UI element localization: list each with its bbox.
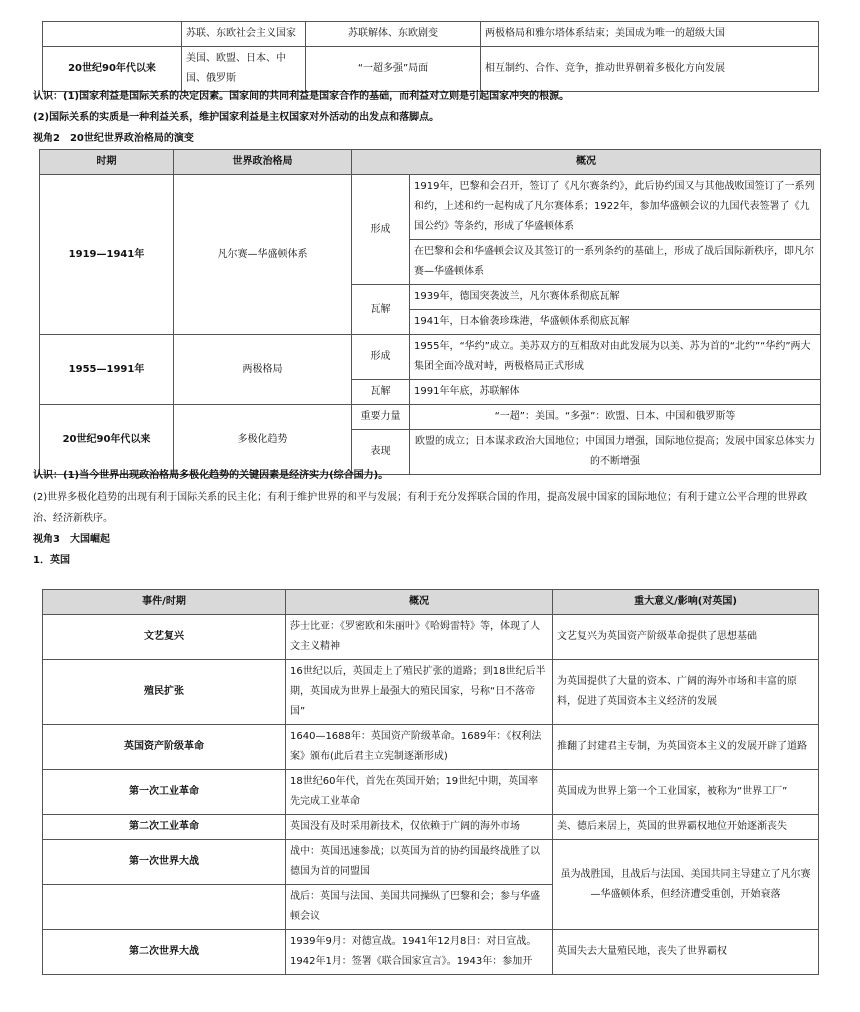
- cell-detail: 欧盟的成立；日本谋求政治大国地位；中国国力增强，国际地位提高；发展中国家总体实力的不断增强: [410, 430, 821, 475]
- cell-stage: 瓦解: [352, 285, 410, 335]
- cell-desc: 18世纪60年代，首先在英国开始；19世纪中期，英国率先完成工业革命: [286, 770, 553, 815]
- col-header-desc: 概况: [286, 590, 553, 615]
- cell-desc: 战中：英国迅速参战；以英国为首的协约国最终战胜了以德国为首的同盟国: [286, 840, 553, 885]
- cell-countries: 苏联、东欧社会主义国家: [182, 22, 306, 47]
- cell-detail: 1991年年底，苏联解体: [410, 380, 821, 405]
- table-row: [43, 840, 819, 885]
- recognition2-line-2: (2)世界多极化趋势的出现有利于国际关系的民主化；有利于维护世界的和平与发展；有利于充分发挥联合国的作用，提高发展中国家的国际地位；有利于建立公平合理的世界政治、经济新秩序。: [33, 492, 808, 524]
- cell-detail: “一超”：美国。“多强”：欧盟、日本、中国和俄罗斯等: [410, 405, 821, 430]
- table-row: [43, 660, 819, 725]
- cell-event: 第一次工业革命: [43, 770, 286, 815]
- cell-detail: 1941年，日本偷袭珍珠港，华盛顿体系彻底瓦解: [410, 310, 821, 335]
- table-britain: [42, 589, 819, 975]
- cell-event: 殖民扩张: [43, 660, 286, 725]
- cell-event: 英国资产阶级革命: [43, 725, 286, 770]
- cell-detail: 在巴黎和会和华盛顿会议及其签订的一系列条约的基础上，形成了战后国际新秩序，即凡尔赛—华盛顿体系: [410, 240, 821, 285]
- table-row: [40, 175, 821, 240]
- table-header-row: [43, 590, 819, 615]
- cell-detail: 1919年，巴黎和会召开，签订了《凡尔赛条约》，此后协约国又与其他战败国签订了一系列和约，上述和约一起构成了凡尔赛体系；1922年，参加华盛顿会议的九国代表签署了《九国公约》等条约，形成了华盛顿体系: [410, 175, 821, 240]
- cell-desc: 英国没有及时采用新技术，仅依赖于广阔的海外市场: [286, 815, 553, 840]
- cell-desc: 1939年9月：对德宣战。1941年12月8日：对日宣战。1942年1月：签署《联合国家宣言》。1943年：参加开: [286, 930, 553, 975]
- cell-impact: 英国成为世界上第一个工业国家，被称为“世界工厂”: [553, 770, 819, 815]
- cell-event: 第二次世界大战: [43, 930, 286, 975]
- table-row: [43, 930, 819, 975]
- cell-event: 第二次工业革命: [43, 815, 286, 840]
- cell-pattern: 两极格局: [174, 335, 352, 405]
- cell-desc: 16世纪以后，英国走上了殖民扩张的道路；到18世纪后半期，英国成为世界上最强大的殖民国家，号称“日不落帝国”: [286, 660, 553, 725]
- cell-pattern: 多极化趋势: [174, 405, 352, 475]
- cell-event-empty: [43, 885, 286, 930]
- cell-period: 20世纪90年代以来: [40, 405, 174, 475]
- cell-desc: 莎士比亚：《罗密欧和朱丽叶》《哈姆雷特》等，体现了人文主义精神: [286, 615, 553, 660]
- cell-stage: 瓦解: [352, 380, 410, 405]
- table-great-power-status: [42, 21, 819, 92]
- col-header-overview: 概况: [352, 150, 821, 175]
- cell-countries: 美国、欧盟、日本、中国、俄罗斯: [182, 47, 306, 92]
- table-world-political-pattern: [39, 149, 821, 475]
- cell-impact: 两极格局和雅尔塔体系结束；美国成为唯一的超级大国: [481, 22, 819, 47]
- cell-impact: 为英国提供了大量的资本、广阔的海外市场和丰富的原料，促进了英国资本主义经济的发展: [553, 660, 819, 725]
- table-row: [43, 615, 819, 660]
- cell-period: [43, 22, 182, 47]
- cell-impact: 虽为战胜国，且战后与法国、美国共同主导建立了凡尔赛—华盛顿体系，但经济遭受重创，开始衰落: [553, 840, 819, 930]
- table-row: [43, 47, 819, 92]
- cell-detail: 1939年，德国突袭波兰，凡尔赛体系彻底瓦解: [410, 285, 821, 310]
- col-header-pattern: 世界政治格局: [174, 150, 352, 175]
- table-row: [43, 770, 819, 815]
- cell-desc: 1640—1688年：英国资产阶级革命。1689年：《权利法案》颁布(此后君主立宪制逐渐形成): [286, 725, 553, 770]
- col-header-impact: 重大意义/影响(对英国): [553, 590, 819, 615]
- col-header-period: 时期: [40, 150, 174, 175]
- cell-impact: 英国失去大量殖民地，丧失了世界霸权: [553, 930, 819, 975]
- cell-impact: 文艺复兴为英国资产阶级革命提供了思想基础: [553, 615, 819, 660]
- section-subtitle: 1．英国: [33, 555, 70, 566]
- table-row: [40, 335, 821, 380]
- cell-desc: 战后：英国与法国、美国共同操纵了巴黎和会；参与华盛顿会议: [286, 885, 553, 930]
- cell-stage: 表现: [352, 430, 410, 475]
- table-row: [43, 725, 819, 770]
- cell-stage: 形成: [352, 335, 410, 380]
- table-row: [43, 22, 819, 47]
- section-title: 视角2 20世纪世界政治格局的演变: [33, 133, 194, 144]
- table-row: [43, 815, 819, 840]
- recognition-line-2: (2)国际关系的实质是一种利益关系，维护国家利益是主权国家对外活动的出发点和落脚点。: [33, 112, 440, 123]
- cell-event: 文艺复兴: [43, 615, 286, 660]
- cell-pattern: “一超多强”局面: [306, 47, 481, 92]
- cell-pattern: 苏联解体、东欧剧变: [306, 22, 481, 47]
- recognition-line-1: 认识：(1)国家利益是国际关系的决定因素。国家间的共同利益是国家合作的基础，而利益对立则是引起国家冲突的根源。: [33, 91, 570, 102]
- cell-impact: 推翻了封建君主专制，为英国资本主义的发展开辟了道路: [553, 725, 819, 770]
- table-row: [40, 405, 821, 430]
- cell-stage: 重要力量: [352, 405, 410, 430]
- cell-impact: 美、德后来居上，英国的世界霸权地位开始逐渐丧失: [553, 815, 819, 840]
- cell-period: 20世纪90年代以来: [43, 47, 182, 92]
- section-title: 视角3 大国崛起: [33, 534, 110, 545]
- cell-pattern: 凡尔赛—华盛顿体系: [174, 175, 352, 335]
- cell-impact: 相互制约、合作、竞争，推动世界朝着多极化方向发展: [481, 47, 819, 92]
- cell-event: 第一次世界大战: [43, 840, 286, 885]
- cell-period: 1955—1991年: [40, 335, 174, 405]
- cell-stage: 形成: [352, 175, 410, 285]
- recognition2-line-1: 认识：(1)当今世界出现政治格局多极化趋势的关键因素是经济实力(综合国力)。: [33, 470, 389, 481]
- table-header-row: [40, 150, 821, 175]
- cell-detail: 1955年，“华约”成立。美苏双方的互相敌对由此发展为以美、苏为首的“北约”“华约”两大集团全面冷战对峙，两极格局正式形成: [410, 335, 821, 380]
- col-header-event: 事件/时期: [43, 590, 286, 615]
- cell-period: 1919—1941年: [40, 175, 174, 335]
